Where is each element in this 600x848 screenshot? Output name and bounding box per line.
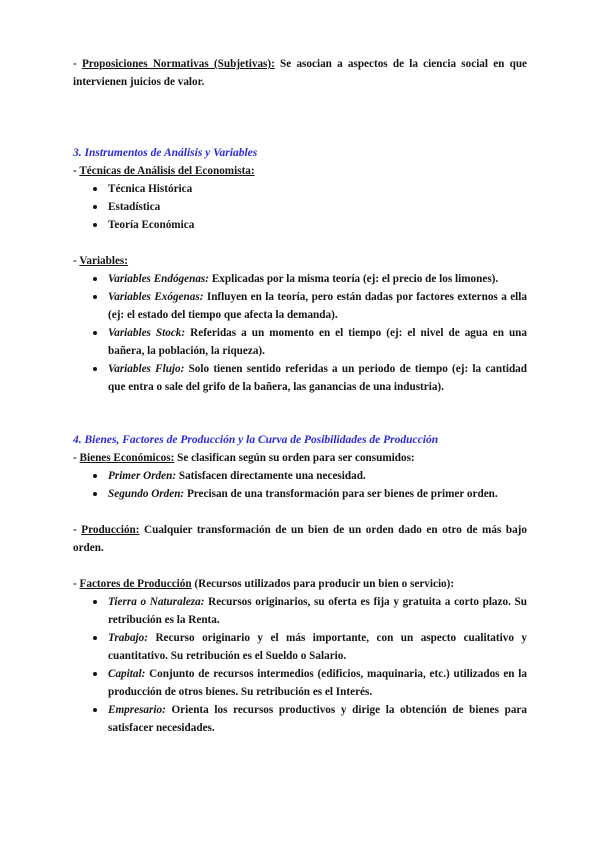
factores-list	[73, 593, 527, 737]
list-item: Capital: Conjunto de recursos intermedios (edificios, maquinaria, etc.) utilizados en la producción de otros bienes. Su retribución es el Interés.	[108, 665, 527, 701]
list-item: Tierra o Naturaleza: Recursos originarios, su oferta es fija y gratuita a corto plazo. Su retribución es la Renta.	[108, 593, 527, 629]
list-item: Técnica Histórica	[108, 180, 527, 198]
list-item: Estadística	[108, 198, 527, 216]
list-item: Variables Stock: Referidas a un momento en el tiempo (ej: el nivel de agua en una bañera, la población, la riqueza).	[108, 324, 527, 360]
list-item: Teoría Económica	[108, 216, 527, 234]
factores-paragraph: - Factores de Producción (Recursos utilizados para producir un bien o servicio):	[73, 578, 455, 590]
list-item: Variables Flujo: Solo tienen sentido referidas a un periodo de tiempo (ej: la cantidad que entra o sale del grifo de la bañera, las ganancias de una industria).	[108, 360, 527, 396]
list-item: Primer Orden: Satisfacen directamente una necesidad.	[108, 467, 527, 485]
list-item: Empresario: Orienta los recursos productivos y dirige la obtención de bienes para satisfacer necesidades.	[108, 701, 527, 737]
section-3-heading: 3. Instrumentos de Análisis y Variables	[73, 147, 258, 159]
list-item: Variables Exógenas: Influyen en la teoría, pero están dadas por factores externos a ella (ej: el estado del tiempo que afecta la demanda).	[108, 288, 527, 324]
bienes-paragraph: - Bienes Económicos: Se clasifican según su orden para ser consumidos:	[73, 452, 415, 464]
bienes-list	[73, 467, 527, 503]
document-page	[73, 55, 527, 737]
list-item: Segundo Orden: Precisan de una transformación para ser bienes de primer orden.	[108, 485, 527, 503]
produccion-paragraph: - Producción: Cualquier transformación de un bien de un orden dado en otro de más bajo orden.	[73, 524, 527, 554]
variables-label: - Variables:	[73, 255, 129, 267]
variables-list	[73, 270, 527, 396]
tecnicas-label: - Técnicas de Análisis del Economista:	[73, 165, 255, 177]
section-4-heading: 4. Bienes, Factores de Producción y la Curva de Posibilidades de Producción	[73, 434, 439, 446]
list-item: Trabajo: Recurso originario y el más importante, con un aspecto cualitativo y cuantitativo. Su retribución es el Sueldo o Salario.	[108, 629, 527, 665]
tecnicas-list	[73, 180, 527, 234]
list-item: Variables Endógenas: Explicadas por la misma teoría (ej: el precio de los limones).	[108, 270, 527, 288]
normativas-paragraph: - Proposiciones Normativas (Subjetivas): Se asocian a aspectos de la ciencia social en que intervienen juicios de valor.	[73, 58, 528, 88]
